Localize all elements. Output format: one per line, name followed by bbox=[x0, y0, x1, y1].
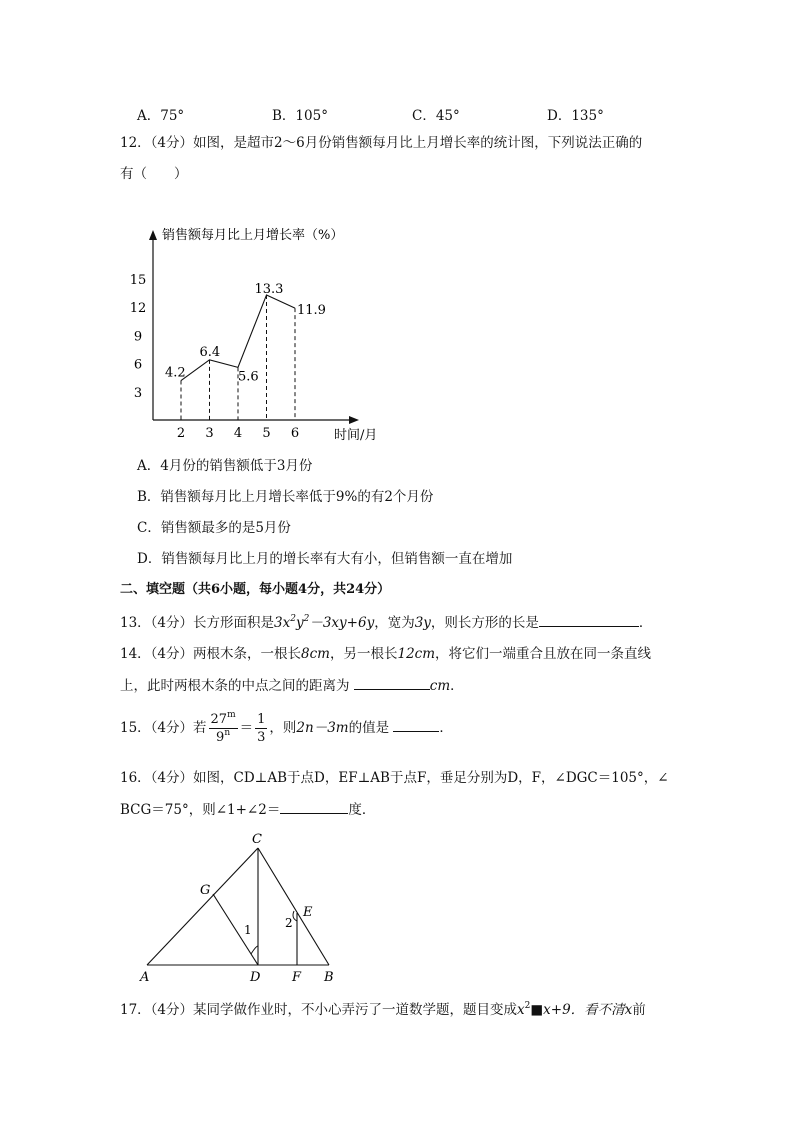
y-tick-label: 3 bbox=[133, 385, 143, 401]
data-label: 6.4 bbox=[199, 344, 221, 360]
q12-option-a: A．4月份的销售额低于3月份 bbox=[137, 458, 313, 474]
data-label: 5.6 bbox=[238, 369, 259, 385]
segment-cb bbox=[258, 848, 329, 965]
q12-option-b: B．销售额每月比上月增长率低于9%的有2个月份 bbox=[137, 489, 434, 505]
q11-option-d: D．135° bbox=[547, 108, 604, 124]
x-tick-label: 6 bbox=[290, 426, 300, 441]
label-d: D bbox=[250, 970, 261, 984]
y-tick-label: 12 bbox=[129, 301, 147, 317]
y-tick-label: 15 bbox=[129, 273, 147, 288]
x-tick-label: 4 bbox=[233, 426, 243, 441]
q16-line1: 16．（4分）如图，CD⊥AB于点D，EF⊥AB于点F，垂足分别为D，F，∠DGC＝105°，∠ bbox=[120, 770, 669, 786]
angle-2-arc bbox=[293, 911, 297, 921]
data-label: 13.3 bbox=[254, 281, 284, 297]
q13-answer-blank[interactable] bbox=[539, 612, 639, 627]
y-tick-label: 6 bbox=[133, 357, 143, 373]
q14-line1: 14．（4分）两根木条，一根长8cm，另一根长12cm，将它们一端重合且放在同一条直线 bbox=[120, 646, 652, 662]
x-axis-label: 时间/月 bbox=[334, 428, 378, 443]
q15: 15．（4分）若 $\frac{27^m}{9^n}$ ＝ $\frac{1}{3}$ ，则2n－3m的值是 ． bbox=[120, 710, 453, 745]
label-c: C bbox=[252, 832, 262, 847]
q15-fraction: $\frac{27^m}{9^n}$ bbox=[210, 710, 236, 745]
x-tick-label: 2 bbox=[176, 426, 186, 441]
q12-stem-line1: 12．（4分）如图，是超市2～6月份销售额每月比上月增长率的统计图，下列说法正确的 bbox=[120, 135, 643, 151]
q16-line2: BCG＝75°，则∠1+∠2＝ 度． bbox=[120, 799, 375, 820]
label-b: B bbox=[324, 970, 334, 984]
q12-option-c: C．销售额最多的是5月份 bbox=[137, 520, 291, 536]
section-heading: 二、填空题（共6小题，每小题4分，共24分） bbox=[120, 582, 391, 597]
q15-rhs-fraction: $\frac{1}{3}$ bbox=[257, 712, 266, 745]
q11-option-a: A．75° bbox=[137, 108, 185, 124]
q16-answer-blank[interactable] bbox=[280, 799, 348, 814]
q14-line2: 上，此时两根木条的中点之间的距离为 cm． bbox=[120, 675, 464, 696]
q13: 13．（4分）长方形面积是$3x^2y^2-3xy+6y$，宽为3y，则长方形的长是 ． bbox=[120, 614, 653, 631]
label-f: F bbox=[292, 970, 302, 984]
label-a: A bbox=[140, 970, 150, 984]
x-tick-label: 5 bbox=[262, 426, 271, 441]
label-angle-2: 2 bbox=[285, 916, 293, 930]
q12-stem-line2: 有（ ） bbox=[120, 166, 188, 182]
q12-option-d: D．销售额每月比上月的增长率有大有小，但销售额一直在增加 bbox=[137, 551, 513, 567]
y-tick-label: 9 bbox=[133, 329, 143, 345]
angle-1-arc bbox=[251, 946, 258, 954]
q11-option-b: B．105° bbox=[272, 108, 328, 124]
series-line bbox=[181, 295, 295, 381]
data-label: 4.2 bbox=[165, 365, 186, 381]
geometry-figure bbox=[130, 828, 350, 984]
x-tick-label: 3 bbox=[205, 426, 214, 441]
y-axis-arrow bbox=[149, 230, 157, 240]
label-angle-1: 1 bbox=[244, 923, 252, 937]
q15-answer-blank[interactable] bbox=[393, 717, 439, 732]
data-label: 11.9 bbox=[297, 303, 326, 319]
label-e: E bbox=[303, 905, 313, 920]
q17: 17．（4分）某同学做作业时，不小心弄污了一道数学题，题目变成$x^2■x+9$．看不清x前 bbox=[120, 1001, 646, 1018]
q11-option-c: C．45° bbox=[412, 108, 460, 124]
label-g: G bbox=[200, 883, 211, 898]
growth-rate-line-chart bbox=[125, 222, 395, 447]
segment-ac bbox=[147, 848, 258, 965]
q14-answer-blank[interactable] bbox=[354, 675, 430, 690]
chart-title: 销售额每月比上月增长率（%） bbox=[162, 228, 344, 243]
x-axis-arrow bbox=[349, 416, 359, 424]
